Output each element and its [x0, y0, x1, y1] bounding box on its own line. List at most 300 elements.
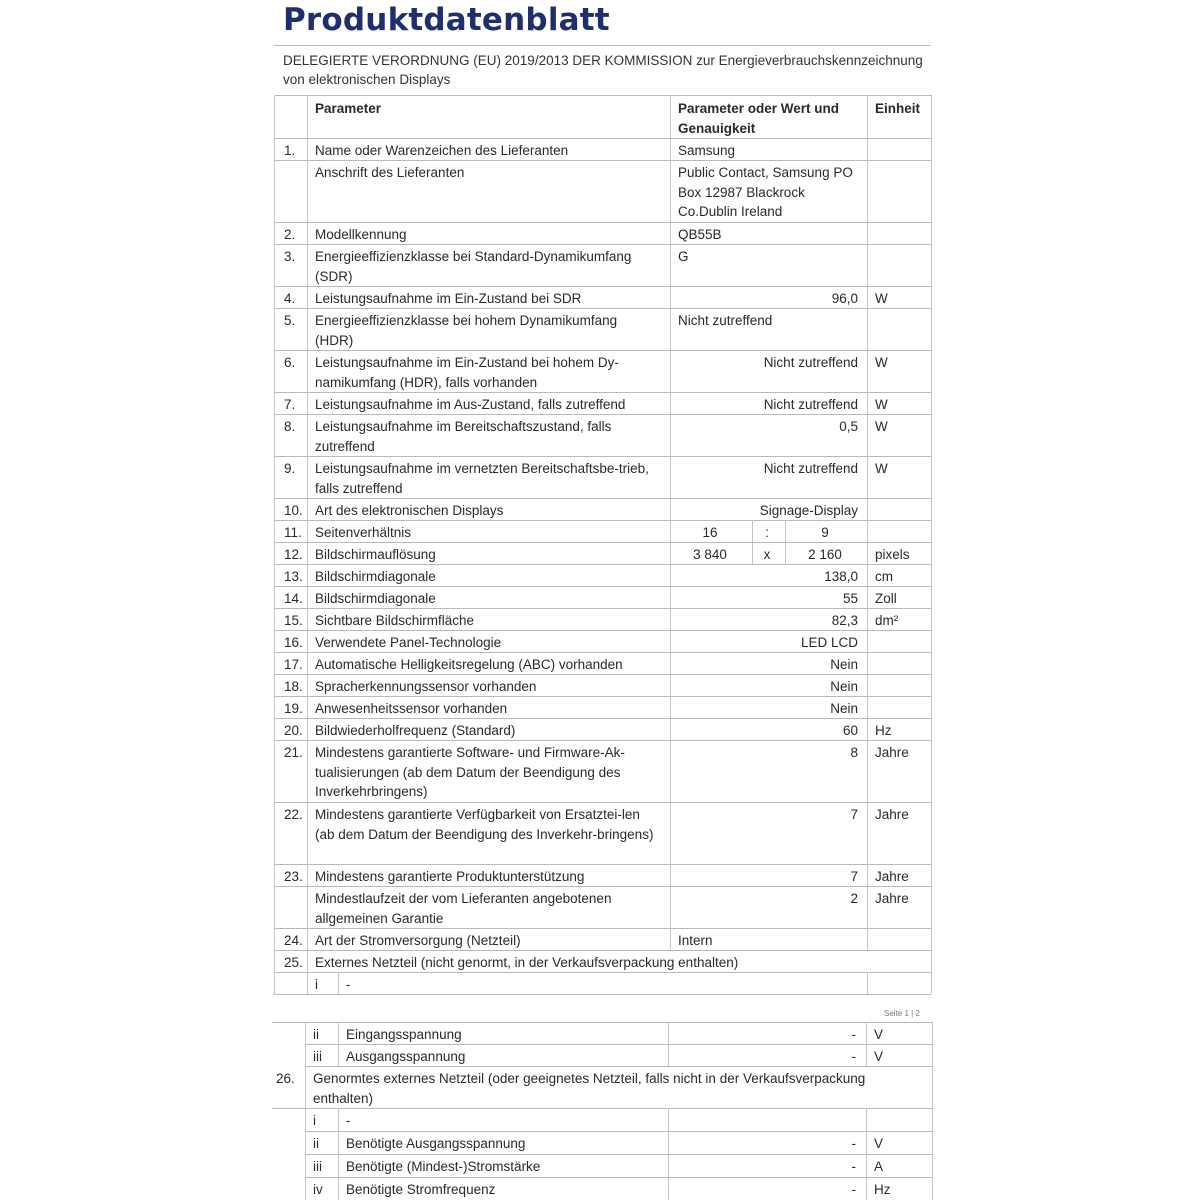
- row-divider: [274, 138, 931, 139]
- column-divider: [867, 630, 868, 652]
- row-value: Public Contact, Samsung PO Box 12987 Blackrock Co.Dublin Ireland: [678, 165, 853, 219]
- row-value: Nicht zutreffend: [763, 397, 858, 412]
- row-number: 6.: [284, 355, 296, 370]
- sub-row-parameter: Eingangsspannung: [346, 1027, 462, 1042]
- row-number: 2.: [284, 227, 296, 242]
- sub-row-roman: iv: [313, 1182, 323, 1197]
- column-divider: [867, 392, 868, 414]
- row-unit: Hz: [875, 723, 892, 738]
- row-value: Signage-Display: [759, 503, 858, 518]
- row-unit: W: [875, 419, 888, 434]
- row-divider: [305, 1177, 932, 1178]
- sub-row-roman: i: [313, 1113, 316, 1128]
- sub-row-parameter: Benötigte Stromfrequenz: [346, 1182, 496, 1197]
- column-divider: [274, 308, 275, 350]
- row-divider: [274, 802, 931, 803]
- row-divider: [274, 652, 931, 653]
- column-divider: [274, 160, 275, 222]
- column-divider: [307, 652, 308, 674]
- column-divider: [867, 244, 868, 286]
- column-divider: [668, 1044, 669, 1066]
- row-number: 11.: [284, 525, 302, 540]
- row-divider: [274, 718, 931, 719]
- row-value: 60: [842, 723, 858, 738]
- column-divider: [931, 950, 932, 972]
- row-value: Nein: [830, 701, 858, 716]
- column-divider: [867, 928, 868, 950]
- row-divider: [305, 1044, 932, 1045]
- row-number: 14.: [284, 591, 303, 606]
- header-unit: Einheit: [875, 101, 921, 116]
- column-divider: [307, 630, 308, 652]
- column-divider: [931, 222, 932, 244]
- row-number: 16.: [284, 635, 303, 650]
- column-divider: [866, 1108, 867, 1131]
- column-divider: [670, 222, 671, 244]
- row-divider: [274, 630, 931, 631]
- column-divider: [307, 928, 308, 950]
- row-value-separator: x: [763, 547, 771, 562]
- column-divider: [338, 1044, 339, 1066]
- row-value-separator: :: [765, 525, 769, 540]
- row-unit: W: [875, 355, 888, 370]
- header-parameter: Parameter: [315, 101, 382, 116]
- column-divider: [931, 608, 932, 630]
- column-divider: [931, 308, 932, 350]
- column-divider: [274, 886, 275, 928]
- row-number: 10.: [284, 503, 303, 518]
- column-divider: [670, 630, 671, 652]
- regulation-subtitle: DELEGIERTE VERORDNUNG (EU) 2019/2013 DER KOMMISSION zur Energieverbrauchskennzeichnung von elektronischen Displays: [283, 53, 923, 87]
- column-divider: [670, 542, 671, 564]
- column-divider: [305, 1022, 306, 1108]
- column-divider: [931, 740, 932, 802]
- column-divider: [338, 1154, 339, 1177]
- column-divider: [867, 286, 868, 308]
- column-divider: [931, 350, 932, 392]
- column-divider: [670, 928, 671, 950]
- page-number: Seite 1 | 2: [884, 1009, 920, 1018]
- column-divider: [931, 286, 932, 308]
- column-divider: [307, 350, 308, 392]
- row-value-a: 16: [702, 525, 718, 540]
- column-divider: [931, 498, 932, 520]
- column-divider: [867, 222, 868, 244]
- row-parameter: Bildwiederholfrequenz (Standard): [315, 723, 516, 738]
- row-divider: [274, 244, 931, 245]
- row-divider: [274, 456, 931, 457]
- row-unit: Jahre: [875, 807, 909, 822]
- column-divider: [307, 886, 308, 928]
- row-value: Samsung: [678, 143, 736, 158]
- column-divider: [670, 520, 671, 542]
- row-parameter: Mindestens garantierte Software- und Firmware-Ak-tualisierungen (ab dem Datum der Beendigung des Inverkehrbringens): [315, 745, 625, 799]
- sub-row-unit: V: [874, 1049, 884, 1064]
- column-divider: [785, 520, 786, 542]
- row-unit: Zoll: [875, 591, 897, 606]
- column-divider: [866, 1131, 867, 1154]
- row-parameter: Leistungsaufnahme im Aus-Zustand, falls zutreffend: [315, 397, 626, 412]
- column-divider: [670, 286, 671, 308]
- column-divider: [668, 1154, 669, 1177]
- column-divider: [307, 95, 308, 138]
- column-divider: [274, 652, 275, 674]
- column-divider: [867, 498, 868, 520]
- row-divider: [272, 1108, 932, 1109]
- column-divider: [670, 696, 671, 718]
- column-divider: [274, 674, 275, 696]
- row-value-b: 2 160: [808, 547, 842, 562]
- row-divider: [274, 586, 931, 587]
- row-number: 8.: [284, 419, 296, 434]
- column-divider: [931, 138, 932, 160]
- row-number: 7.: [284, 397, 296, 412]
- row-parameter: Modellkennung: [315, 227, 407, 242]
- sub-row-roman: i: [315, 977, 318, 992]
- column-divider: [307, 308, 308, 350]
- row-value: 2: [850, 891, 858, 906]
- row-parameter: Energieeffizienzklasse bei hohem Dynamikumfang (HDR): [315, 313, 618, 348]
- column-divider: [866, 1044, 867, 1066]
- column-divider: [274, 542, 275, 564]
- column-divider: [931, 972, 932, 994]
- column-divider: [670, 414, 671, 456]
- column-divider: [307, 696, 308, 718]
- column-divider: [307, 542, 308, 564]
- row-parameter: Automatische Helligkeitsregelung (ABC) vorhanden: [315, 657, 623, 672]
- column-divider: [307, 414, 308, 456]
- column-divider: [670, 160, 671, 222]
- row-divider: [274, 740, 931, 741]
- row-unit: Jahre: [875, 745, 909, 760]
- column-divider: [307, 802, 308, 864]
- column-divider: [307, 674, 308, 696]
- row-divider: [274, 674, 931, 675]
- column-divider: [867, 308, 868, 350]
- column-divider: [307, 864, 308, 886]
- sub-row-parameter: Benötigte (Mindest-)Stromstärke: [346, 1159, 541, 1174]
- column-divider: [866, 1022, 867, 1044]
- row-value: 96,0: [831, 291, 858, 306]
- sub-row-parameter: -: [346, 977, 351, 992]
- column-divider: [866, 1154, 867, 1177]
- column-divider: [668, 1131, 669, 1154]
- row-parameter: Leistungsaufnahme im Bereitschaftszustand, falls zutreffend: [315, 419, 612, 454]
- column-divider: [274, 138, 275, 160]
- row-divider: [305, 1066, 932, 1067]
- column-divider: [670, 886, 671, 928]
- row-divider: [274, 886, 931, 887]
- row-divider: [274, 864, 931, 865]
- column-divider: [867, 674, 868, 696]
- sub-row-unit: A: [874, 1159, 884, 1174]
- column-divider: [931, 718, 932, 740]
- column-divider: [274, 972, 275, 994]
- sub-row-value: -: [851, 1159, 856, 1174]
- row-parameter: Bildschirmdiagonale: [315, 591, 436, 606]
- column-divider: [932, 1177, 933, 1200]
- column-divider: [274, 414, 275, 456]
- column-divider: [867, 160, 868, 222]
- column-divider: [274, 520, 275, 542]
- sub-row-parameter: -: [346, 1113, 351, 1128]
- header-value: Parameter oder Wert und Genauigkeit: [678, 101, 840, 136]
- title-divider: [274, 45, 931, 46]
- row-divider: [274, 286, 931, 287]
- row-parameter: Seitenverhältnis: [315, 525, 412, 540]
- column-divider: [307, 286, 308, 308]
- row-value: 138,0: [824, 569, 858, 584]
- row-number: 19.: [284, 701, 303, 716]
- column-divider: [931, 160, 932, 222]
- column-divider: [932, 1022, 933, 1108]
- row-parameter: Anschrift des Lieferanten: [315, 165, 465, 180]
- column-divider: [670, 350, 671, 392]
- sub-row-roman: iii: [313, 1159, 322, 1174]
- column-divider: [670, 498, 671, 520]
- row-divider: [305, 1131, 932, 1132]
- sub-row-unit: V: [874, 1136, 884, 1151]
- sub-row-roman: iii: [313, 1049, 322, 1064]
- column-divider: [274, 928, 275, 950]
- column-divider: [670, 652, 671, 674]
- column-divider: [867, 972, 868, 994]
- row-parameter: Mindestens garantierte Verfügbarkeit von Ersatztei-len (ab dem Datum der Beendigung des Inverkehr-bringens): [315, 807, 654, 842]
- column-divider: [338, 1108, 339, 1131]
- column-divider: [274, 864, 275, 886]
- row-value: G: [678, 249, 689, 264]
- row-parameter: Genormtes externes Netzteil (oder geeignetes Netzteil, falls nicht in der Verkaufsverpackung enthalten): [313, 1071, 866, 1106]
- row-number: 15.: [284, 613, 303, 628]
- table-top-border: [274, 95, 931, 96]
- row-value: 0,5: [839, 419, 858, 434]
- column-divider: [670, 138, 671, 160]
- sub-row-value: -: [851, 1182, 856, 1197]
- sub-row-unit: Hz: [874, 1182, 891, 1197]
- column-divider: [307, 564, 308, 586]
- column-divider: [932, 1154, 933, 1177]
- column-divider: [274, 564, 275, 586]
- column-divider: [307, 138, 308, 160]
- column-divider: [931, 630, 932, 652]
- column-divider: [670, 244, 671, 286]
- row-value: Nicht zutreffend: [678, 313, 773, 328]
- row-value: 82,3: [831, 613, 858, 628]
- column-divider: [931, 864, 932, 886]
- row-number: 25.: [284, 955, 303, 970]
- row-number: 24.: [284, 933, 303, 948]
- column-divider: [274, 498, 275, 520]
- column-divider: [274, 630, 275, 652]
- column-divider: [338, 972, 339, 994]
- column-divider: [670, 674, 671, 696]
- column-divider: [867, 95, 868, 138]
- column-divider: [305, 1108, 306, 1131]
- sub-row-unit: V: [874, 1027, 884, 1042]
- row-unit: W: [875, 291, 888, 306]
- sub-row-parameter: Ausgangsspannung: [346, 1049, 466, 1064]
- column-divider: [274, 608, 275, 630]
- column-divider: [668, 1108, 669, 1131]
- column-divider: [307, 392, 308, 414]
- row-parameter: Leistungsaufnahme im Ein-Zustand bei hohem Dy-namikumfang (HDR), falls vorhanden: [315, 355, 619, 390]
- column-divider: [274, 696, 275, 718]
- column-divider: [274, 740, 275, 802]
- column-divider: [931, 674, 932, 696]
- column-divider: [670, 456, 671, 498]
- row-divider: [274, 392, 931, 393]
- row-number: 12.: [284, 547, 303, 562]
- column-divider: [668, 1022, 669, 1044]
- sub-row-roman: ii: [313, 1136, 319, 1151]
- column-divider: [752, 542, 753, 564]
- row-divider: [274, 520, 931, 521]
- sub-row-roman: ii: [313, 1027, 319, 1042]
- column-divider: [670, 95, 671, 138]
- column-divider: [305, 1131, 306, 1154]
- row-divider: [274, 994, 931, 995]
- row-number: 4.: [284, 291, 296, 306]
- row-divider: [274, 928, 931, 929]
- row-number: 21.: [284, 745, 303, 760]
- row-value: QB55B: [678, 227, 722, 242]
- row-parameter: Mindestlaufzeit der vom Lieferanten angebotenen allgemeinen Garantie: [315, 891, 612, 926]
- row-divider: [274, 160, 931, 161]
- column-divider: [274, 456, 275, 498]
- row-value: Nicht zutreffend: [763, 461, 858, 476]
- column-divider: [307, 608, 308, 630]
- column-divider: [867, 138, 868, 160]
- column-divider: [867, 652, 868, 674]
- column-divider: [307, 740, 308, 802]
- column-divider: [670, 392, 671, 414]
- row-value: Nein: [830, 679, 858, 694]
- column-divider: [307, 456, 308, 498]
- row-parameter: Leistungsaufnahme im vernetzten Bereitschaftsbe-trieb, falls zutreffend: [315, 461, 649, 496]
- column-divider: [670, 608, 671, 630]
- row-divider: [274, 414, 931, 415]
- column-divider: [931, 696, 932, 718]
- row-unit: pixels: [875, 547, 910, 562]
- row-value: Intern: [678, 933, 713, 948]
- row-parameter: Verwendete Panel-Technologie: [315, 635, 502, 650]
- column-divider: [305, 1177, 306, 1200]
- column-divider: [932, 1108, 933, 1131]
- column-divider: [274, 350, 275, 392]
- column-divider: [867, 886, 868, 928]
- column-divider: [338, 1177, 339, 1200]
- column-divider: [274, 392, 275, 414]
- row-divider: [274, 308, 931, 309]
- column-divider: [866, 1177, 867, 1200]
- column-divider: [338, 1022, 339, 1044]
- row-unit: W: [875, 397, 888, 412]
- row-parameter: Energieeffizienzklasse bei Standard-Dynamikumfang (SDR): [315, 249, 632, 284]
- column-divider: [931, 802, 932, 864]
- sub-row-parameter: Benötigte Ausgangsspannung: [346, 1136, 526, 1151]
- column-divider: [274, 95, 275, 138]
- row-divider: [274, 498, 931, 499]
- row-divider: [274, 564, 931, 565]
- row-number: 3.: [284, 249, 296, 264]
- sub-row-value: -: [851, 1136, 856, 1151]
- row-parameter: Bildschirmdiagonale: [315, 569, 436, 584]
- row-value-a: 3 840: [693, 547, 727, 562]
- row-parameter: Externes Netzteil (nicht genormt, in der Verkaufsverpackung enthalten): [315, 955, 739, 970]
- row-divider: [305, 1154, 932, 1155]
- column-divider: [307, 244, 308, 286]
- row-value: Nein: [830, 657, 858, 672]
- column-divider: [670, 802, 671, 864]
- column-divider: [305, 1154, 306, 1177]
- row-parameter: Mindestens garantierte Produktunterstützung: [315, 869, 585, 884]
- row-unit: W: [875, 461, 888, 476]
- column-divider: [670, 308, 671, 350]
- column-divider: [668, 1177, 669, 1200]
- column-divider: [670, 740, 671, 802]
- row-parameter: Name oder Warenzeichen des Lieferanten: [315, 143, 569, 158]
- column-divider: [274, 286, 275, 308]
- row-number: 23.: [284, 869, 303, 884]
- column-divider: [785, 542, 786, 564]
- row-value: 55: [842, 591, 858, 606]
- row-divider: [274, 696, 931, 697]
- row-divider: [274, 542, 931, 543]
- column-divider: [274, 950, 275, 972]
- sub-row-value: -: [851, 1049, 856, 1064]
- row-number: 1.: [284, 143, 296, 158]
- column-divider: [867, 718, 868, 740]
- column-divider: [307, 718, 308, 740]
- column-divider: [931, 586, 932, 608]
- row-number: 20.: [284, 723, 303, 738]
- column-divider: [670, 718, 671, 740]
- row-number: 26.: [276, 1071, 295, 1086]
- row-parameter: Bildschirmauflösung: [315, 547, 436, 562]
- column-divider: [931, 414, 932, 456]
- row-unit: Jahre: [875, 891, 909, 906]
- row-unit: dm²: [875, 613, 899, 628]
- row-parameter: Art der Stromversorgung (Netzteil): [315, 933, 521, 948]
- column-divider: [274, 222, 275, 244]
- row-value: 7: [850, 869, 858, 884]
- column-divider: [931, 520, 932, 542]
- column-divider: [931, 244, 932, 286]
- row-parameter: Art des elektronischen Displays: [315, 503, 504, 518]
- column-divider: [338, 1131, 339, 1154]
- row-divider: [272, 1022, 932, 1023]
- row-value: 8: [850, 745, 858, 760]
- column-divider: [867, 740, 868, 802]
- sub-row-value: -: [851, 1027, 856, 1042]
- column-divider: [931, 95, 932, 138]
- row-unit: cm: [875, 569, 893, 584]
- column-divider: [307, 972, 308, 994]
- column-divider: [867, 564, 868, 586]
- row-number: 18.: [284, 679, 303, 694]
- column-divider: [307, 520, 308, 542]
- column-divider: [867, 520, 868, 542]
- row-value: LED LCD: [800, 635, 858, 650]
- column-divider: [307, 950, 308, 972]
- column-divider: [867, 542, 868, 564]
- column-divider: [932, 1131, 933, 1154]
- row-divider: [274, 222, 931, 223]
- row-number: 9.: [284, 461, 296, 476]
- column-divider: [752, 520, 753, 542]
- column-divider: [670, 564, 671, 586]
- row-number: 17.: [284, 657, 303, 672]
